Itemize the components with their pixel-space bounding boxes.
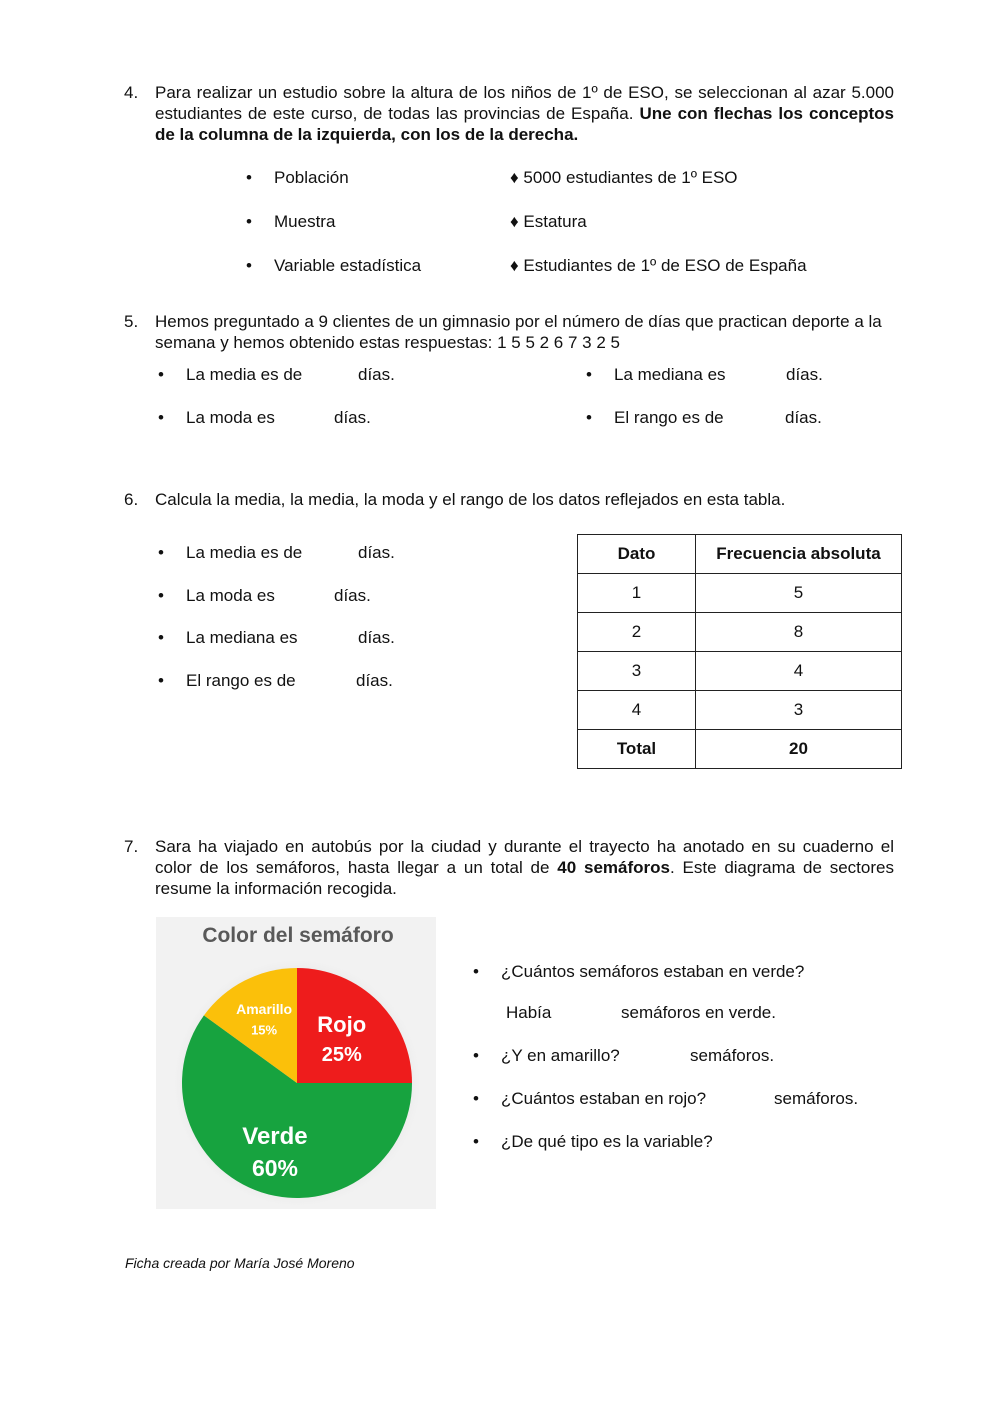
table-cell-frecuencia: 8 (696, 613, 902, 652)
table-header-dato: Dato (578, 535, 696, 574)
table-row (578, 613, 902, 652)
table-cell-dato: 3 (578, 652, 696, 691)
pie-label-amarillo: Amarillo (236, 1000, 293, 1017)
pie-chart-panel (156, 917, 436, 1209)
q5-moda-label: • La moda es (186, 408, 275, 428)
table-total-value: 20 (696, 730, 902, 769)
question-7-text-a: Sara ha viajado en autobús por la ciudad y durante el trayecto ha anotado en su cuaderno el color de los semáforos, hasta llegar a un total de (155, 837, 894, 877)
q5-mediana-label: • La mediana es (614, 365, 726, 385)
pie-chart (156, 917, 436, 1209)
question-7-number: 7. (124, 837, 139, 856)
question-5 (124, 311, 894, 353)
q5-moda-unit: días. (334, 408, 371, 427)
table-cell-frecuencia: 3 (696, 691, 902, 730)
table-total-label: Total (578, 730, 696, 769)
question-6-text: Calcula la media, la media, la moda y el rango de los datos reflejados en esta tabla. (155, 490, 786, 509)
q5-media-unit: días. (358, 365, 395, 384)
question-6-number: 6. (124, 490, 139, 509)
question-6 (124, 489, 894, 510)
pie-value-verde: 60% (251, 1154, 298, 1181)
table-header-row (578, 535, 902, 574)
pie-value-rojo: 25% (321, 1043, 362, 1066)
q4-left-item-2: • Muestra (274, 212, 335, 232)
question-5-number: 5. (124, 312, 139, 331)
table-row (578, 691, 902, 730)
q5-mediana-unit: días. (786, 365, 823, 384)
question-4-text (155, 82, 894, 145)
question-7-text (155, 836, 894, 899)
q6-moda-label: • La moda es (186, 586, 275, 606)
table-cell-dato: 4 (578, 691, 696, 730)
table-cell-frecuencia: 4 (696, 652, 902, 691)
table-cell-dato: 2 (578, 613, 696, 652)
table-cell-frecuencia: 5 (696, 574, 902, 613)
question-4 (124, 82, 894, 145)
q6-moda-unit: días. (334, 586, 371, 605)
q6-mediana-label: • La mediana es (186, 628, 298, 648)
q4-left-item-1: • Población (274, 168, 349, 188)
footer-credit: Ficha creada por María José Moreno (125, 1255, 355, 1271)
q4-right-item-2: ♦ Estatura (510, 212, 587, 231)
chart-title: Color del semáforo (202, 924, 394, 947)
question-4-text-plain: Para realizar un estudio sobre la altura de los niños de 1º de ESO, se seleccionan al azar 5.000 estudiantes de este curso, de todas las provincias de España. (155, 83, 894, 123)
question-4-number: 4. (124, 83, 139, 102)
q7-question-verde: • ¿Cuántos semáforos estaban en verde? (501, 962, 804, 982)
q6-rango-label: • El rango es de (186, 671, 296, 691)
question-7-text-bold: 40 semáforos (557, 858, 670, 877)
q6-mediana-unit: días. (358, 628, 395, 647)
q5-media-label: • La media es de (186, 365, 302, 385)
pie-label-rojo: Rojo (317, 1011, 367, 1037)
q7-question-variable: • ¿De qué tipo es la variable? (501, 1132, 713, 1152)
table-row (578, 574, 902, 613)
table-header-frecuencia: Frecuencia absoluta (696, 535, 902, 574)
q6-media-unit: días. (358, 543, 395, 562)
table-cell-dato: 1 (578, 574, 696, 613)
q7-answer-verde-a: Había (506, 1003, 552, 1022)
question-4-text-bold: Une con flechas los conceptos de la columna de la izquierda, con los de la derecha. (155, 104, 894, 144)
question-7 (124, 836, 894, 899)
q5-rango-label: • El rango es de (614, 408, 724, 428)
q7-answer-verde-b: semáforos en verde. (621, 1003, 776, 1022)
pie-value-amarillo: 15% (251, 1022, 278, 1038)
table-row (578, 652, 902, 691)
q4-left-item-3: • Variable estadística (274, 256, 421, 276)
q5-rango-unit: días. (785, 408, 822, 427)
q4-right-item-3: ♦ Estudiantes de 1º de ESO de España (510, 256, 807, 275)
q7-amarillo-unit: semáforos. (690, 1046, 775, 1065)
q6-media-label: • La media es de (186, 543, 302, 563)
question-7-text-b: . Este diagrama de sectores resume la información recogida. (155, 858, 894, 898)
frequency-table (577, 534, 902, 769)
pie-label-verde: Verde (242, 1122, 308, 1150)
q7-question-amarillo: • ¿Y en amarillo? (501, 1046, 620, 1066)
q4-right-item-1: ♦ 5000 estudiantes de 1º ESO (510, 168, 738, 187)
q7-rojo-unit: semáforos. (774, 1089, 859, 1108)
q7-question-rojo: • ¿Cuántos estaban en rojo? (501, 1089, 706, 1109)
question-5-text: Hemos preguntado a 9 clientes de un gimnasio por el número de días que practican deporte a la semana y hemos obtenido estas respuestas: 1 5 5 2 6 7 3 2 5 (155, 312, 882, 352)
table-total-row (578, 730, 902, 769)
q6-rango-unit: días. (356, 671, 393, 690)
